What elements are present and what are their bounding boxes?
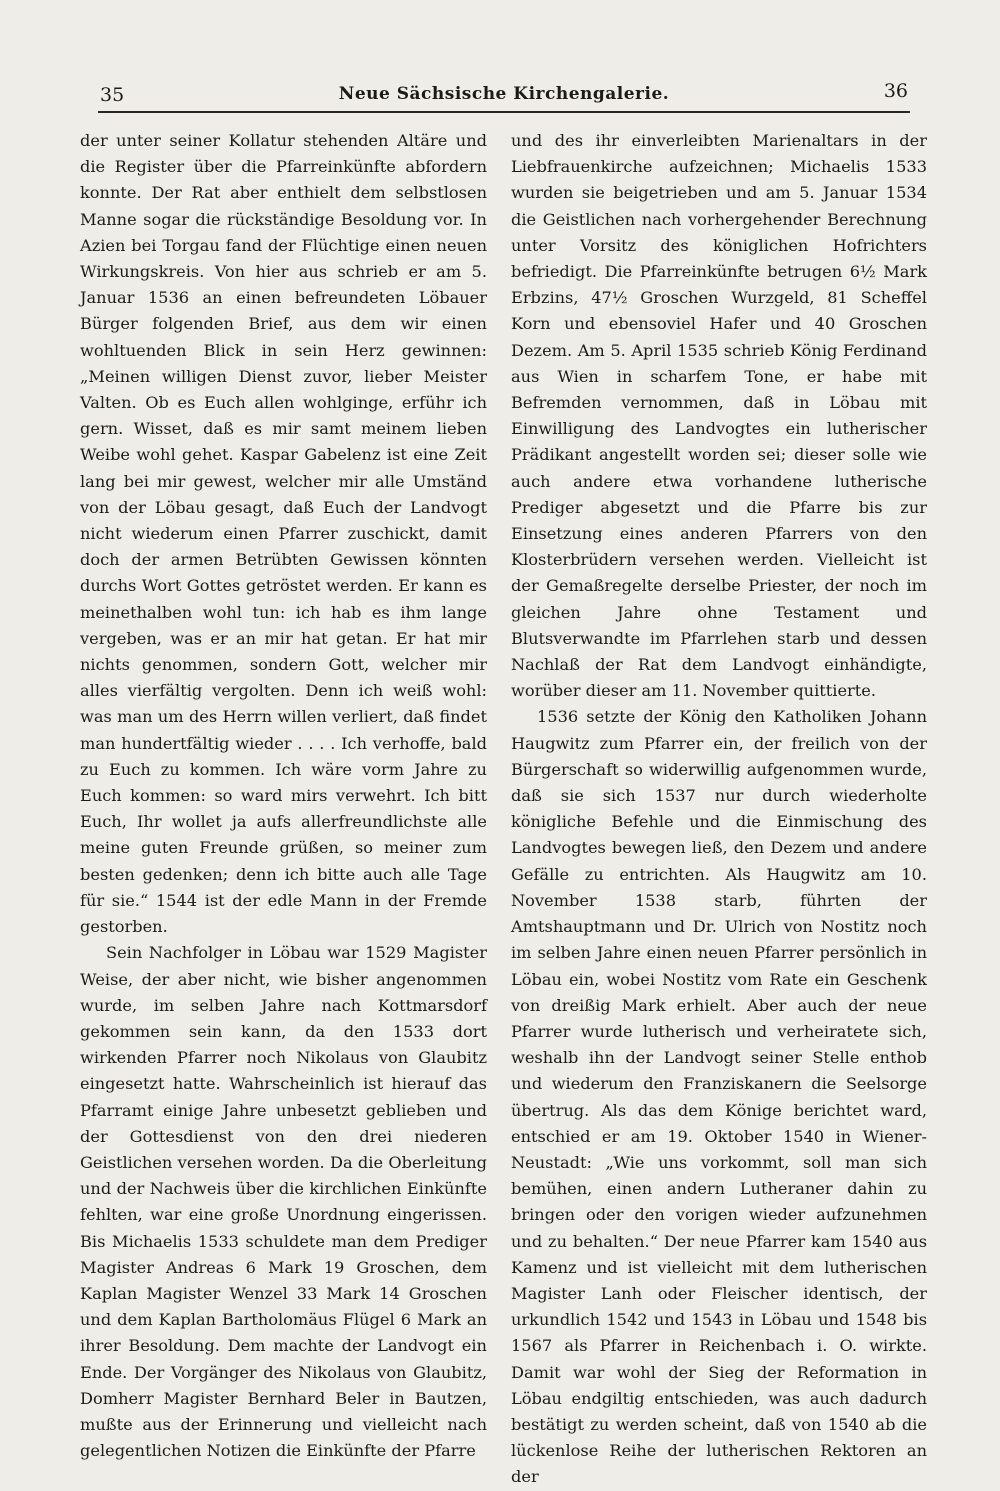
page-header <box>98 78 910 108</box>
page-number-left: 35 <box>100 84 125 106</box>
header-rule <box>98 111 910 113</box>
paragraph: Sein Nachfolger in Löbau war 1529 Magister Weise, der aber nicht, wie bisher angenommen wurde, im selben Jahre nach Kottmarsdorf gekommen sein kann, da den 1533 dort wirkenden Pfarrer noch Nikolaus von Glaubitz eingesetzt hatte. Wahrscheinlich ist hierauf das Pfarramt einige Jahre unbesetzt geblieben und der Gottesdienst von den drei niederen Geistlichen versehen worden. Da die Oberleitung und der Nachweis über die kirchlichen Einkünfte fehlten, war eine große Unordnung eingerissen. Bis Michaelis 1533 schuldete man dem Prediger Magister Andreas 6 Mark 19 Groschen, dem Kaplan Magister Wenzel 33 Mark 14 Groschen und dem Kaplan Bartholomäus Flügel 6 Mark an ihrer Besoldung. Dem machte der Landvogt ein Ende. Der Vorgänger des Nikolaus von Glaubitz, Domherr Magister Bernhard Beler in Bautzen, mußte aus der Erinnerung und vielleicht nach gelegentlichen Notizen die Einkünfte der Pfarre <box>80 943 487 1461</box>
paragraph: der unter seiner Kollatur stehenden Altäre und die Register über die Pfarreinkünfte abfordern konnte. Der Rat aber enthielt dem selbstlosen Manne sogar die rückständige Besoldung vor. In Azien bei Torgau fand der Flüchtige einen neuen Wirkungskreis. Von hier aus schrieb er am 5. Januar 1536 an einen befreundeten Löbauer Bürger folgenden Brief, aus dem wir einen wohltuenden Blick in sein Herz gewinnen: „Meinen willigen Dienst zuvor, lieber Meister Valten. Ob es Euch allen wohlginge, erführ ich gern. Wisset, daß es mir samt meinem lieben Weibe wohl gehet. Kaspar Gabelenz ist eine Zeit lang bei mir gewest, welcher mir alle Umständ von der Löbau gesagt, daß Euch der Landvogt nicht wiederum einen Pfarrer zuschickt, damit doch der armen Betrübten Gewissen könnten durchs Wort Gottes getröstet werden. Er kann es meinethalben wohl tun: ich hab es ihm lange vergeben, was er an mir hat getan. Er hat mir nichts genommen, sondern Gott, welcher mir alles vierfältig vergolten. Denn ich weiß wohl: was man um des Herrn willen verliert, daß findet man hundertfältig wieder . . . . Ich verhoffe, bald zu Euch zu kommen. Ich wäre vorm Jahre zu Euch kommen: so ward mirs verwehrt. Ich bitt Euch, Ihr wollet ja aufs allerfreundlichste alle meine guten Freunde grüßen, so meiner zum besten gedenken; denn ich bitte auch alle Tage für sie.“ 1544 ist der edle Mann in der Fremde gestorben. <box>80 131 487 937</box>
right-column <box>511 128 927 1491</box>
page-number-right: 36 <box>883 80 908 102</box>
left-column <box>80 128 487 1464</box>
running-title: Neue Sächsische Kirchengalerie. <box>338 84 670 104</box>
paragraph: 1536 setzte der König den Katholiken Johann Haugwitz zum Pfarrer ein, der freilich von der Bürgerschaft so widerwillig aufgenommen wurde, daß sie sich 1537 nur durch wiederholte königliche Befehle und die Einmischung des Landvogtes bewegen ließ, den Dezem und andere Gefälle zu entrichten. Als Haugwitz am 10. November 1538 starb, führten der Amtshauptmann und Dr. Ulrich von Nostitz noch im selben Jahre einen neuen Pfarrer persönlich in Löbau ein, wobei Nostitz vom Rate ein Geschenk von dreißig Mark erhielt. Aber auch der neue Pfarrer wurde lutherisch und verheiratete sich, weshalb ihn der Landvogt seiner Stelle enthob und wiederum den Franziskanern die Seelsorge übertrug. Als das dem Könige berichtet ward, entschied er am 19. Oktober 1540 in Wiener-Neustadt: „Wie uns vorkommt, soll man sich bemühen, einen andern Lutheraner dahin zu bringen oder den vorigen wieder aufzunehmen und zu behalten.“ Der neue Pfarrer kam 1540 aus Kamenz und ist vielleicht mit dem lutherischen Magister Lanh oder Fleischer identisch, der urkundlich 1542 und 1543 in Löbau und 1548 bis 1567 als Pfarrer in Reichenbach i. O. wirkte. Damit war wohl der Sieg der Reformation in Löbau endgiltig entschieden, was auch dadurch bestätigt zu werden scheint, daß von 1540 ab die lückenlose Reihe der lutherischen Rektoren an der <box>511 707 927 1487</box>
paragraph: und des ihr einverleibten Marienaltars in der Liebfrauenkirche aufzeichnen; Michaelis 1533 wurden sie beigetrieben und am 5. Januar 1534 die Geistlichen nach vorhergehender Berechnung unter Vorsitz des königlichen Hofrichters befriedigt. Die Pfarreinkünfte betrugen 6½ Mark Erbzins, 47½ Groschen Wurzgeld, 81 Scheffel Korn und ebensoviel Hafer und 40 Groschen Dezem. Am 5. April 1535 schrieb König Ferdinand aus Wien in scharfem Tone, er habe mit Befremden vernommen, daß in Löbau mit Einwilligung des Landvogtes ein lutherischer Prädikant angestellt worden sei; dieser solle wie auch andere etwa vorhandene lutherische Prediger abgesetzt und die Pfarre bis zur Einsetzung eines anderen Pfarrers von den Klosterbrüdern versehen werden. Vielleicht ist der Gemaßregelte derselbe Priester, der noch im gleichen Jahre ohne Testament und Blutsverwandte im Pfarrlehen starb und dessen Nachlaß der Rat dem Landvogt einhändigte, worüber dieser am 11. November quittierte. <box>511 131 927 701</box>
